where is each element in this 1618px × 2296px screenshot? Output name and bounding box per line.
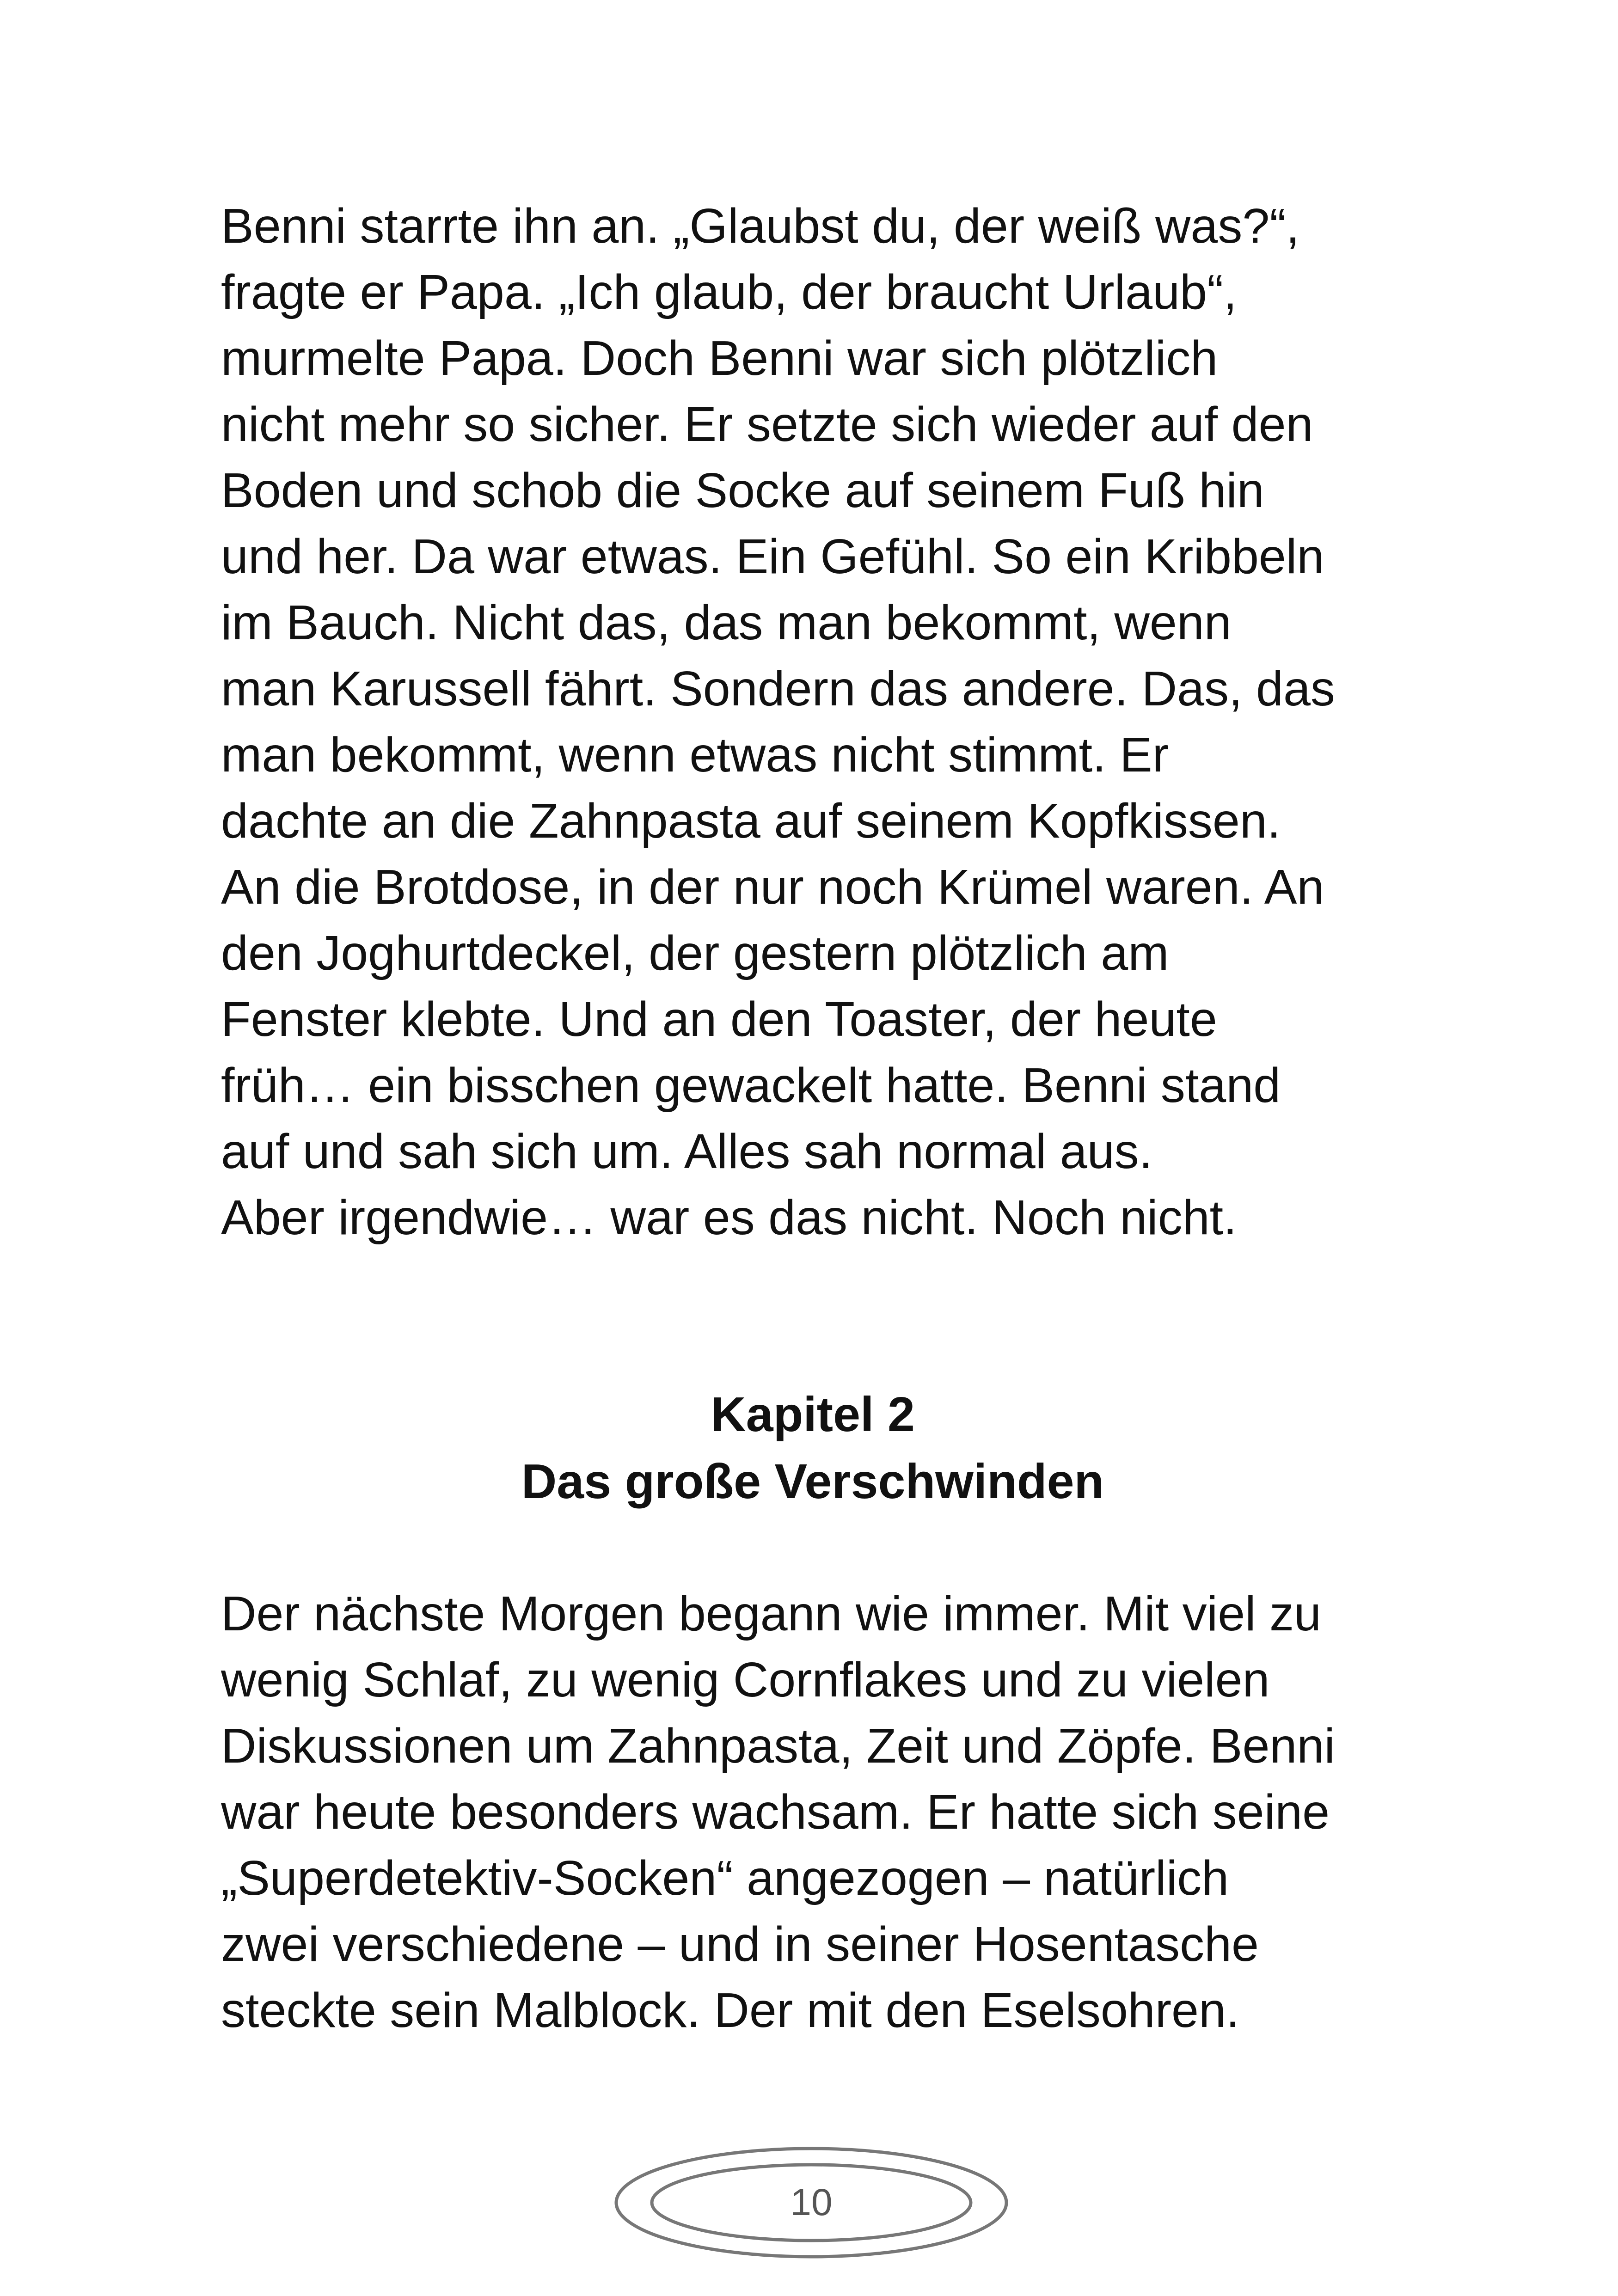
text-line: An die Brotdose, in der nur noch Krümel waren. An xyxy=(221,860,1324,914)
page-number-badge xyxy=(613,2145,1010,2260)
text-line: im Bauch. Nicht das, das man bekommt, wenn xyxy=(221,595,1232,650)
text-line: dachte an die Zahnpasta auf seinem Kopfkissen. xyxy=(221,794,1281,848)
page-number: 10 xyxy=(790,2181,833,2223)
text-line: Der nächste Morgen begann wie immer. Mit viel zu xyxy=(221,1586,1322,1641)
text-line: zwei verschiedene – und in seiner Hosentasche xyxy=(221,1917,1259,1971)
text-line: war heute besonders wachsam. Er hatte sich seine xyxy=(221,1785,1330,1839)
text-line: den Joghurtdeckel, der gestern plötzlich am xyxy=(221,926,1169,980)
paragraph-1 xyxy=(221,193,1404,1251)
text-line: Fenster klebte. Und an den Toaster, der heute xyxy=(221,992,1217,1047)
text-line: steckte sein Malblock. Der mit den Eselsohren. xyxy=(221,1983,1240,2038)
chapter-number: Kapitel 2 xyxy=(711,1387,915,1442)
paragraph-2 xyxy=(221,1581,1404,2044)
text-line: „Superdetektiv-Socken“ angezogen – natürlich xyxy=(221,1851,1229,1905)
text-line: wenig Schlaf, zu wenig Cornflakes und zu vielen xyxy=(221,1653,1270,1707)
text-line: murmelte Papa. Doch Benni war sich plötzlich xyxy=(221,331,1218,386)
text-line: früh… ein bisschen gewackelt hatte. Benni stand xyxy=(221,1058,1281,1113)
chapter-heading xyxy=(221,1381,1404,1515)
text-line: und her. Da war etwas. Ein Gefühl. So ein Kribbeln xyxy=(221,529,1324,584)
text-line: man Karussell fährt. Sondern das andere. Das, das xyxy=(221,661,1335,716)
chapter-title: Das große Verschwinden xyxy=(521,1454,1104,1509)
text-line: Diskussionen um Zahnpasta, Zeit und Zöpfe. Benni xyxy=(221,1719,1335,1773)
text-line: nicht mehr so sicher. Er setzte sich wieder auf den xyxy=(221,397,1313,452)
text-line: Boden und schob die Socke auf seinem Fuß hin xyxy=(221,463,1264,518)
text-line: Aber irgendwie… war es das nicht. Noch nicht. xyxy=(221,1190,1237,1245)
text-line: fragte er Papa. „Ich glaub, der braucht Urlaub“, xyxy=(221,265,1237,319)
text-line: man bekommt, wenn etwas nicht stimmt. Er xyxy=(221,728,1169,782)
text-line: auf und sah sich um. Alles sah normal aus. xyxy=(221,1124,1153,1179)
text-line: Benni starrte ihn an. „Glaubst du, der weiß was?“, xyxy=(221,199,1300,253)
